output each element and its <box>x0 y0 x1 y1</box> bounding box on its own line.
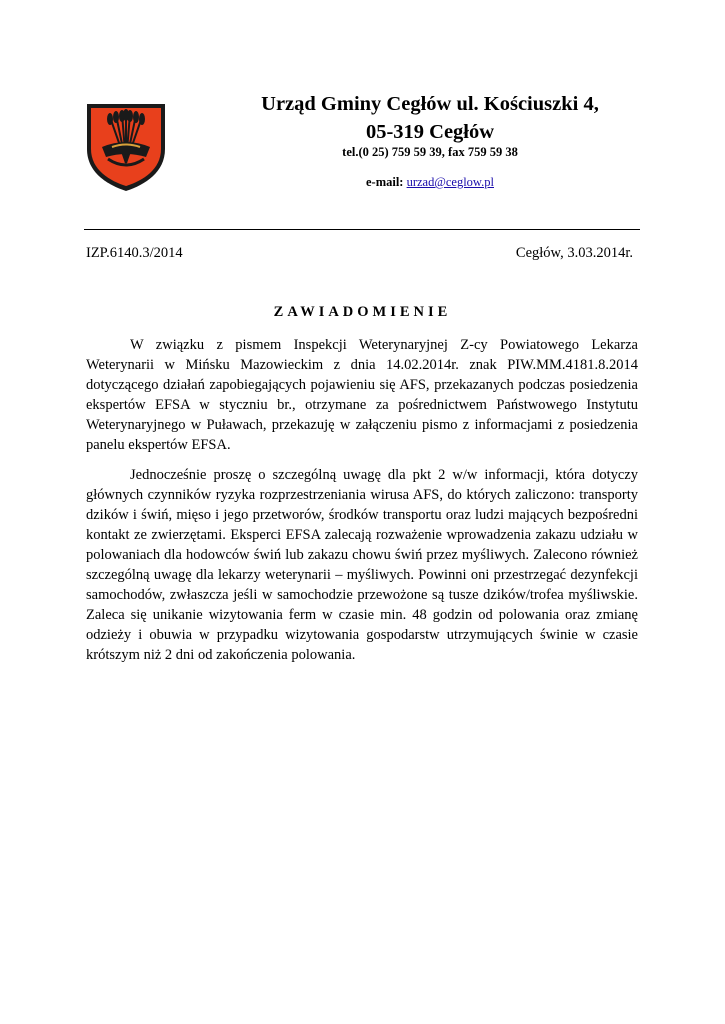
email-link[interactable]: urzad@ceglow.pl <box>406 175 494 189</box>
place-and-date: Cegłów, 3.03.2014r. <box>515 245 633 261</box>
email-line <box>200 174 660 190</box>
reference-number: IZP.6140.3/2014 <box>86 245 183 261</box>
contact-phone-fax: tel.(0 25) 759 59 39, fax 759 59 38 <box>342 145 518 159</box>
postal-address: 05-319 Cegłów <box>365 121 495 143</box>
header-divider <box>84 229 640 230</box>
email-label: e-mail: <box>365 175 404 189</box>
paragraph-2: Jednocześnie proszę o szczególną uwagę dla pkt 2 w/w informacji, która dotyczy głównych czynników ryzyka rozprzestrzeniania wirusa AFS, do których zaliczono: transporty dzików i świń, mięso i jego przetworów, środków transportu oraz ludzi mających bezpośredni kontakt ze zwierzętami. Eksperci EFSA zalecają rozważenie wprowadzenia zakazu udziału w polowaniach dla hodowców świń lub zakazu chowu świń przez myśliwych. Zalecono również szczególną uwagę dla lekarzy weterynarii – myśliwych. Powinni oni przestrzegać dezynfekcji samochodów, zwłaszcza jeśli w samochodzie przewożone są tusze dzików/trofea myśliwskie. Zaleca się unikanie wizytowania ferm w czasie min. 48 godzin od polowania oraz zmianę odzieży i obuwia w przypadku wizytowania gospodarstw utrzymujących świnie w czasie krótszym niż 2 dni od zakończenia polowania. <box>86 467 638 663</box>
coat-of-arms-icon <box>84 101 168 193</box>
document-title: ZAWIADOMIENIE <box>273 304 452 320</box>
paragraph-1: W związku z pismem Inspekcji Weterynaryjnej Z-cy Powiatowego Lekarza Weterynarii w Mińsku Mazowieckim z dnia 14.02.2014r. znak PIW.MM.4181.8.2014 dotyczącego działań zapobiegających pojawieniu się AFS, przekazanych podczas posiedzenia ekspertów EFSA w styczniu br., otrzymane za pośrednictwem Państwowego Instytutu Weterynaryjnego w Puławach, przekazuję w załączeniu pismo z informacjami z posiedzenia panelu ekspertów EFSA. <box>86 337 638 453</box>
office-name: Urząd Gminy Cegłów ul. Kościuszki 4, <box>261 93 599 115</box>
